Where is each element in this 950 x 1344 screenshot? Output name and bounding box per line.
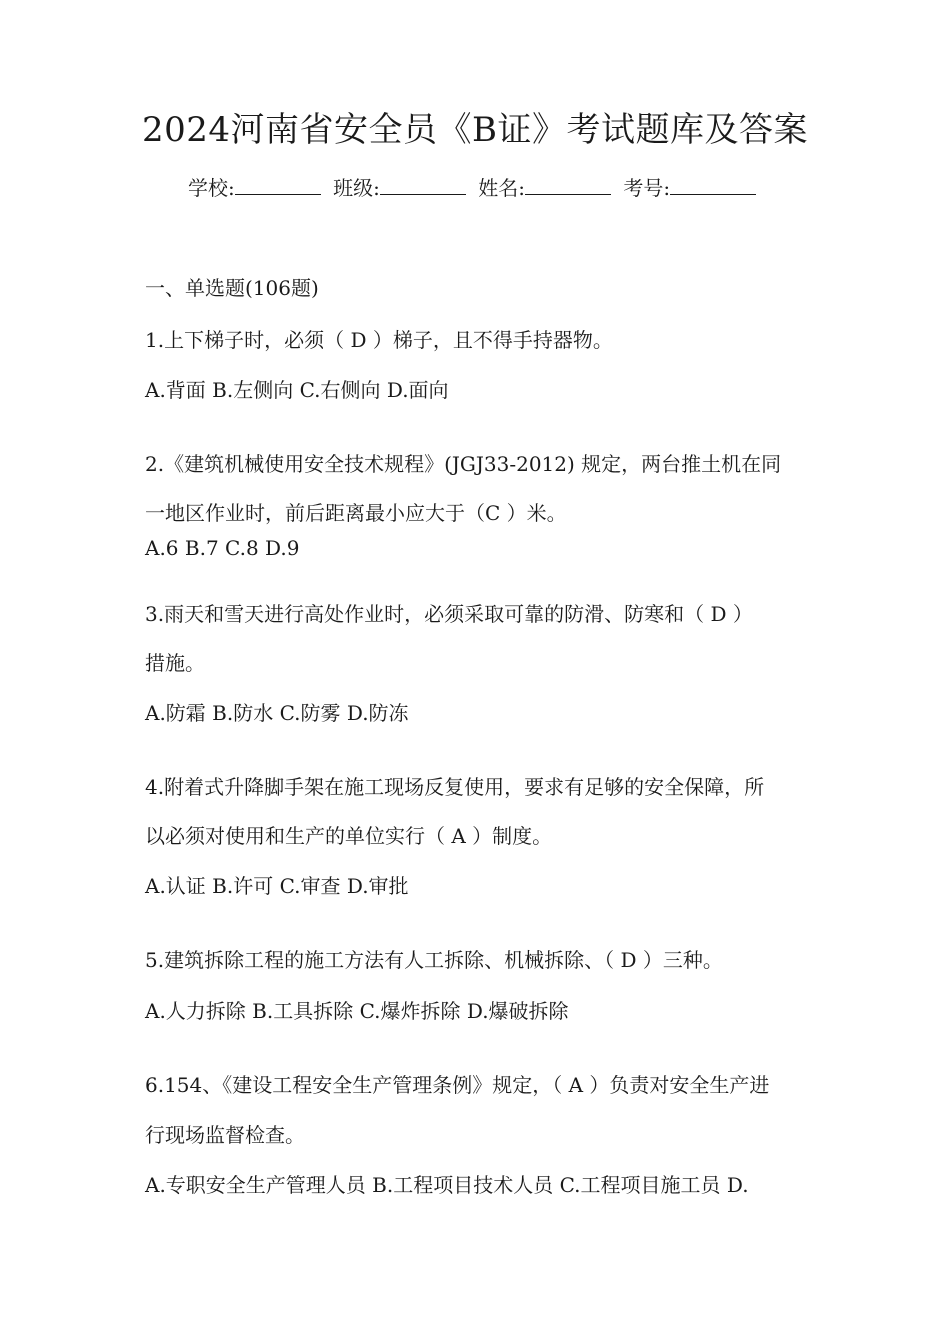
question-3-options: A.防霜 B.防水 C.防雾 D.防冻 [145,701,409,725]
name-label: 姓名: [478,176,525,200]
exam-number-label: 考号: [623,176,671,200]
question-5-stem-line-1: 5.建筑拆除工程的施工方法有人工拆除、机械拆除、（ D ）三种。 [145,948,723,972]
question-2-stem-line-2: 一地区作业时，前后距离最小应大于（C ）米。 [145,501,567,525]
school-blank[interactable] [235,176,321,195]
question-3-stem-line-1: 3.雨天和雪天进行高处作业时，必须采取可靠的防滑、防寒和（ D ） [145,602,753,626]
school-label: 学校: [188,176,235,200]
document-title: 2024河南省安全员《B证》考试题库及答案 [141,110,808,150]
exam-number-field[interactable] [623,176,756,200]
question-5-options: A.人力拆除 B.工具拆除 C.爆炸拆除 D.爆破拆除 [145,999,569,1023]
question-4-stem-line-2: 以必须对使用和生产的单位实行（ A ）制度。 [145,824,553,848]
class-blank[interactable] [380,176,466,195]
question-1-stem-line-1: 1.上下梯子时，必须（ D ）梯子，且不得手持器物。 [145,328,613,352]
question-2-options: A.6 B.7 C.8 D.9 [145,536,300,560]
section-heading: 一、单选题(106题) [145,276,319,300]
school-field[interactable] [188,176,321,200]
class-label: 班级: [333,176,380,200]
student-info-line [188,172,762,201]
question-4-options: A.认证 B.许可 C.审查 D.审批 [145,874,409,898]
exam-number-blank[interactable] [670,176,756,195]
question-2-stem-line-1: 2.《建筑机械使用安全技术规程》(JGJ33-2012) 规定，两台推土机在同 [145,452,782,476]
question-1-options: A.背面 B.左侧向 C.右侧向 D.面向 [145,378,449,402]
question-3-stem-line-2: 措施。 [145,651,205,675]
question-6-stem-line-1: 6.154、《建设工程安全生产管理条例》规定，（ A ）负责对安全生产进 [145,1073,770,1097]
question-6-options: A.专职安全生产管理人员 B.工程项目技术人员 C.工程项目施工员 D. [145,1173,749,1197]
question-4-stem-line-1: 4.附着式升降脚手架在施工现场反复使用，要求有足够的安全保障，所 [145,775,765,799]
name-blank[interactable] [525,176,611,195]
name-field[interactable] [478,176,611,200]
class-field[interactable] [333,176,466,200]
question-6-stem-line-2: 行现场监督检查。 [145,1123,305,1147]
